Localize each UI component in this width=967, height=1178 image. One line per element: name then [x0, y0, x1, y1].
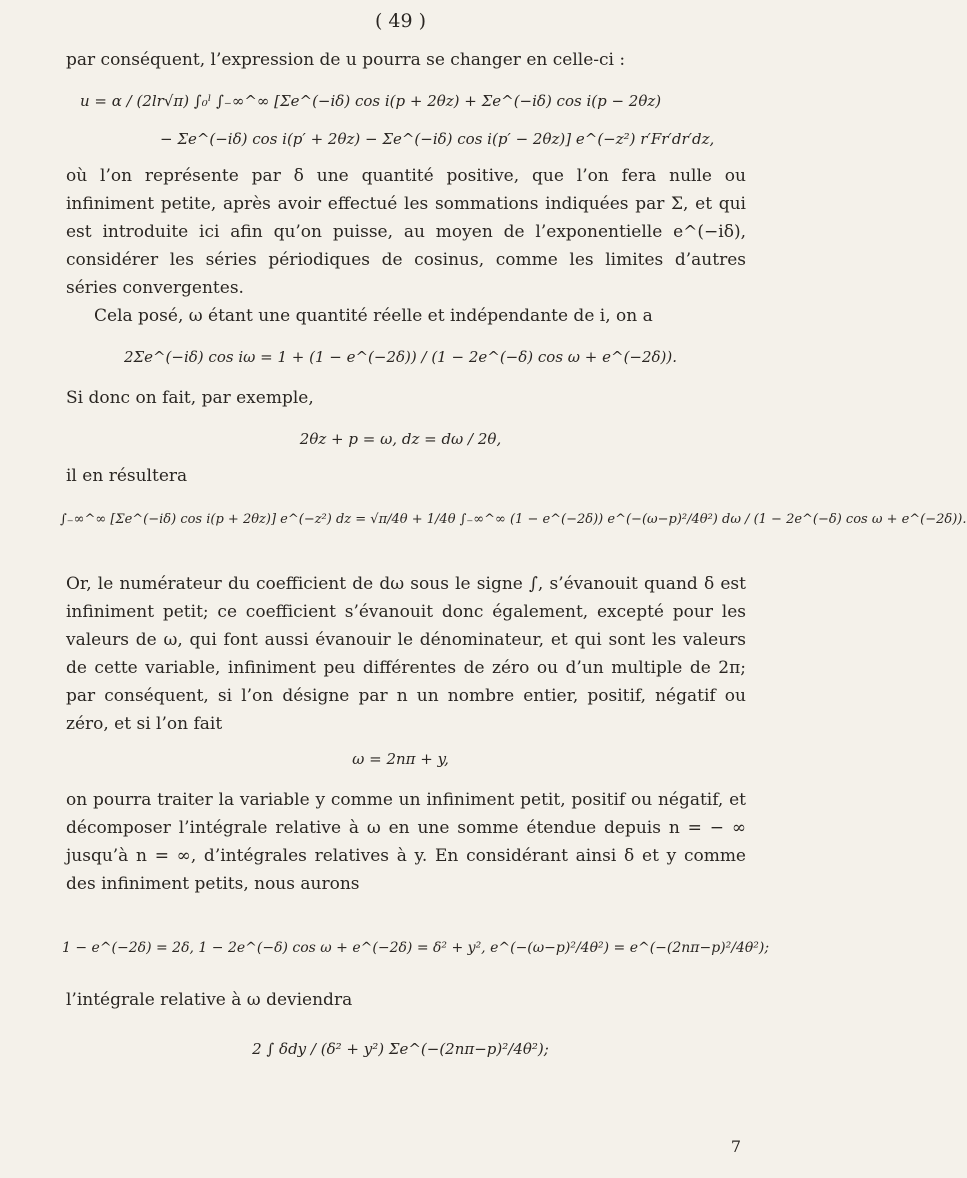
- paragraph-7: l’intégrale relative à ω deviendra: [66, 990, 353, 1010]
- paragraph-4: il en résultera: [66, 466, 188, 486]
- intro-text: par conséquent, l’expression de u pourra se changer en celle-ci :: [66, 50, 626, 70]
- corner-mark: 7: [730, 1137, 741, 1156]
- paragraph-3: Si donc on fait, par exemple,: [66, 388, 314, 408]
- equation-1-line-2: − Σe^(−iδ) cos i(p′ + 2θz) − Σe^(−iδ) cos i(p′ − 2θz)] e^(−z²) r′Fr′dr′dz,: [160, 130, 715, 148]
- paragraph-1: où l’on représente par δ une quantité positive, que l’on fera nulle ou infiniment petite, après avoir effectué les sommations indiquées par Σ, et qui est introduite ici afin qu’on puisse, au moyen de l’exponentielle e^(−iδ), considérer les séries périodiques de cosinus, comme les limites d’autres séries convergentes.: [66, 166, 746, 298]
- equation-3: 2θz + p = ω, dz = dω / 2θ,: [299, 430, 502, 448]
- paragraph-5: Or, le numérateur du coefficient de dω sous le signe ∫, s’évanouit quand δ est infiniment petit; ce coefficient s’évanouit donc également, excepté pour les valeurs de ω, qui font aussi évanouir le dénominateur, et qui sont les valeurs de cette variable, infiniment peu différentes de zéro ou d’un multiple de 2π; par conséquent, si l’on désigne par n un nombre entier, positif, négatif ou zéro, et si l’on fait: [66, 574, 746, 734]
- equation-2: 2Σe^(−iδ) cos iω = 1 + (1 − e^(−2δ)) / (1 − 2e^(−δ) cos ω + e^(−2δ)).: [123, 348, 678, 366]
- equation-4: ∫₋∞^∞ [Σe^(−iδ) cos i(p + 2θz)] e^(−z²) dz = √π/4θ + 1/4θ ∫₋∞^∞ (1 − e^(−2δ)) e^(−(ω−p)²/4θ²) dω / (1 − 2e^(−δ) cos ω + e^(−2δ)).: [60, 512, 967, 527]
- equation-6: 1 − e^(−2δ) = 2δ, 1 − 2e^(−δ) cos ω + e^(−2δ) = δ² + y², e^(−(ω−p)²/4θ²) = e^(−(2nπ−p)²/4θ²);: [62, 940, 770, 956]
- paragraph-6: on pourra traiter la variable y comme un infiniment petit, positif ou négatif, et décomposer l’intégrale relative à ω en une somme étendue depuis n = − ∞ jusqu’à n = ∞, d’intégrales relatives à y. En considérant ainsi δ et y comme des infiniment petits, nous aurons: [66, 790, 746, 894]
- page-number: ( 49 ): [374, 10, 427, 32]
- equation-1-line-1: u = α / (2lr√π) ∫₀ˡ ∫₋∞^∞ [Σe^(−iδ) cos i(p + 2θz) + Σe^(−iδ) cos i(p − 2θz): [80, 92, 662, 110]
- equation-5: ω = 2nπ + y,: [352, 750, 449, 768]
- paragraph-2: Cela posé, ω étant une quantité réelle et indépendante de i, on a: [94, 306, 653, 326]
- equation-7: 2 ∫ δdy / (δ² + y²) Σe^(−(2nπ−p)²/4θ²);: [252, 1040, 549, 1058]
